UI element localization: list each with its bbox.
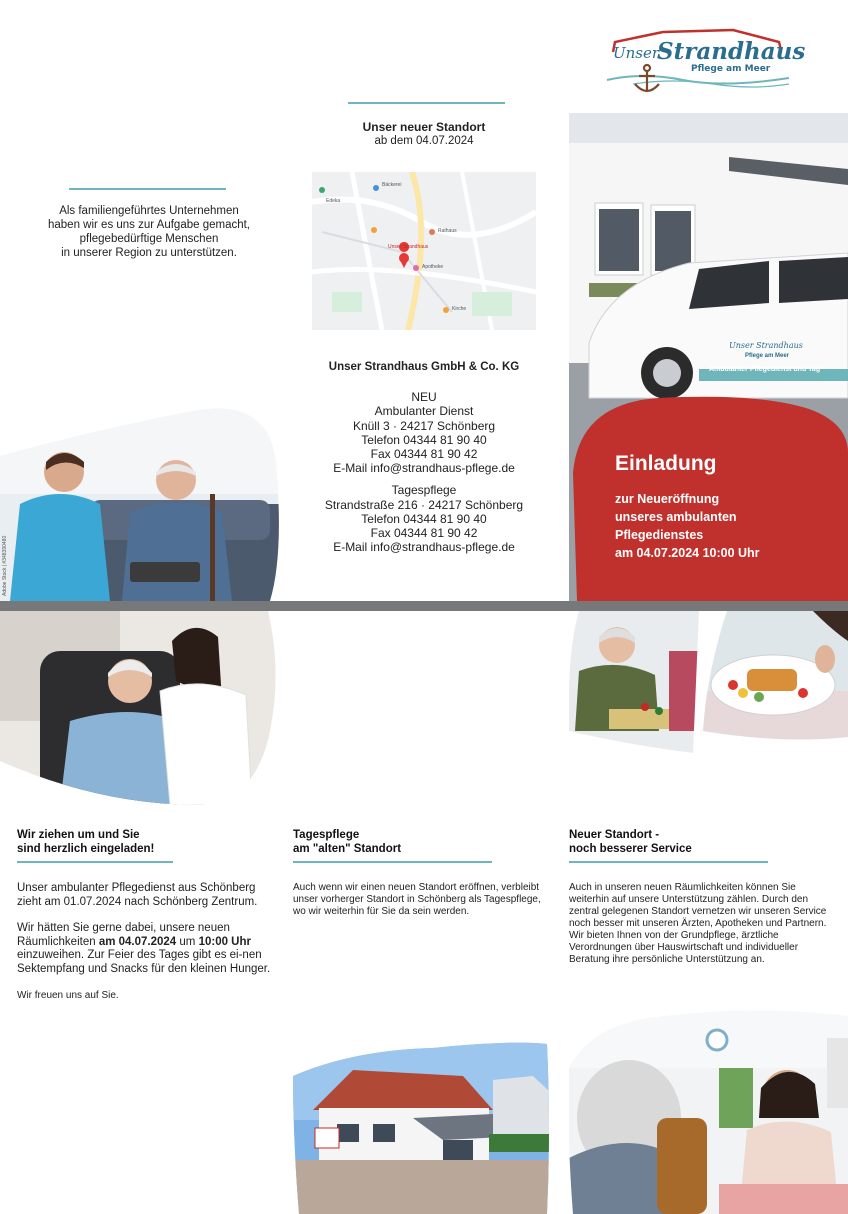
day-fax: Fax 04344 81 90 42	[370, 526, 478, 541]
anchor-icon	[635, 65, 659, 92]
map-label: Unser Strandhaus	[388, 244, 429, 250]
photo-caregiver-senior	[0, 611, 280, 805]
intro-line: haben wir es uns zur Aufgabe gemacht,	[47, 219, 250, 231]
photo-nurse-senior	[0, 404, 283, 601]
map-label: Bäckerei	[382, 182, 402, 188]
location-map[interactable]	[312, 172, 536, 330]
photo-food-plate	[703, 611, 848, 744]
day-title: Tagespflege	[391, 483, 457, 498]
section3-heading	[569, 828, 769, 856]
section1-p2-text: einzuweihen. Zur Feier des Tages gibt es ei-nen Sektempfang und Snacks für den kleinen Hunger.	[17, 949, 271, 975]
ambulant-phone: Telefon 04344 81 90 40	[361, 432, 487, 447]
ambulant-email[interactable]: E-Mail info@strandhaus-pflege.de	[333, 461, 515, 476]
section1-p2-time: 10:00 Uhr	[198, 935, 251, 948]
invitation-line: Pflegedienstes	[615, 528, 704, 542]
day-phone: Telefon 04344 81 90 40	[361, 511, 487, 526]
section2-body: Auch wenn wir einen neuen Standort eröffnen, verbleibt unser vorherger Standort in Schönberg als Tagespflege, wo wir weiterhin für Sie da sein werden.	[293, 882, 541, 917]
section1-p2-date: am 04.07.2024	[98, 935, 177, 948]
photo-seniors-table	[569, 1008, 848, 1214]
contact-new: NEU	[411, 390, 437, 405]
section1-heading-line: Wir ziehen um und Sie	[17, 829, 140, 841]
invitation-line: unseres ambulanten	[615, 510, 737, 524]
company-name: Unser Strandhaus GmbH & Co. KG	[328, 361, 520, 373]
section2-heading-line: Tagespflege	[293, 829, 360, 841]
contact-block	[300, 360, 548, 554]
ambulant-address: Knüll 3 · 24217 Schönberg	[352, 418, 496, 433]
map-label: Apotheke	[422, 264, 444, 270]
section3-divider	[569, 861, 768, 863]
section3-body: Auch in unseren neuen Räumlichkeiten können Sie weiterhin auf unsere Unterstützung zählen. Durch den zentral gelegenen Standort vernetzen wir unseren Service noch besser mit unseren Ärzten, Apotheken und Partnern. Wir bieten Ihnen von der Grundpflege, ärztliche Verordnungen über Hauswirtschaft und individueller Beratung ihre persönliche Unterstützung an.	[569, 882, 827, 965]
invitation-text	[615, 490, 843, 562]
invitation-title: Einladung	[615, 452, 717, 475]
intro-divider	[69, 188, 226, 190]
car-stripe-text: Ambulanter Pflegedienst und Tag	[709, 366, 821, 373]
photo-board-game	[569, 611, 699, 753]
location-subtitle: ab dem 04.07.2024	[374, 135, 474, 147]
intro-line: in unserer Region zu unterstützen.	[61, 247, 237, 259]
ambulant-title: Ambulanter Dienst	[374, 404, 474, 419]
intro-line: pflegebedürftige Menschen	[79, 233, 219, 245]
section2-heading	[293, 828, 493, 856]
section1-divider	[17, 861, 173, 863]
section2-heading-line: am "alten" Standort	[293, 843, 402, 855]
logo-tagline: Pflege am Meer	[691, 64, 771, 74]
logo-unser: Unser	[613, 44, 660, 62]
section3-heading-line: Neuer Standort -	[569, 829, 660, 841]
map-graphic	[312, 172, 536, 330]
section3-heading-line: noch besserer Service	[569, 843, 692, 855]
location-divider	[348, 102, 505, 104]
invitation-line: am 04.07.2024 10:00 Uhr	[615, 546, 760, 560]
invitation-line: zur Neueröffnung	[615, 492, 720, 506]
logo	[603, 28, 806, 98]
section1-p2	[17, 922, 279, 976]
section1-p2-text: Wir hätten Sie gerne dabei, unsere neuen Räumlichkeiten	[17, 922, 230, 948]
ambulant-fax: Fax 04344 81 90 42	[370, 447, 478, 462]
intro-text	[20, 204, 278, 260]
map-label: Edeka	[326, 198, 341, 204]
location-title: Unser neuer Standort	[362, 120, 486, 134]
photo-building-car	[569, 113, 848, 601]
section1-heading-line: sind herzlich eingeladen!	[17, 843, 155, 855]
day-email[interactable]: E-Mail info@strandhaus-pflege.de	[333, 540, 515, 555]
car-brand-line1: Unser Strandhaus	[729, 341, 803, 350]
car-brand-line2: Pflege am Meer	[745, 353, 790, 359]
section2-divider	[293, 861, 492, 863]
photo-credit: Adobe Stock | #348390480	[2, 535, 8, 596]
map-label: Kirche	[452, 306, 467, 312]
intro-line: Als familiengeführtes Unternehmen	[59, 205, 239, 217]
section1-body	[17, 882, 279, 1003]
section1-p1: Unser ambulanter Pflegedienst aus Schönberg zieht am 01.07.2024 nach Schönberg Zentrum.	[17, 882, 258, 908]
day-address: Strandstraße 216 · 24217 Schönberg	[324, 497, 524, 512]
logo-strandhaus: Strandhaus	[657, 38, 806, 65]
section1-p3: Wir freuen uns auf Sie.	[17, 990, 119, 1001]
fold-band	[0, 601, 848, 611]
section1-heading	[17, 828, 187, 856]
map-label: Rathaus	[438, 228, 457, 234]
section1-p2-text: um	[176, 935, 199, 948]
photo-old-location	[293, 1040, 550, 1214]
